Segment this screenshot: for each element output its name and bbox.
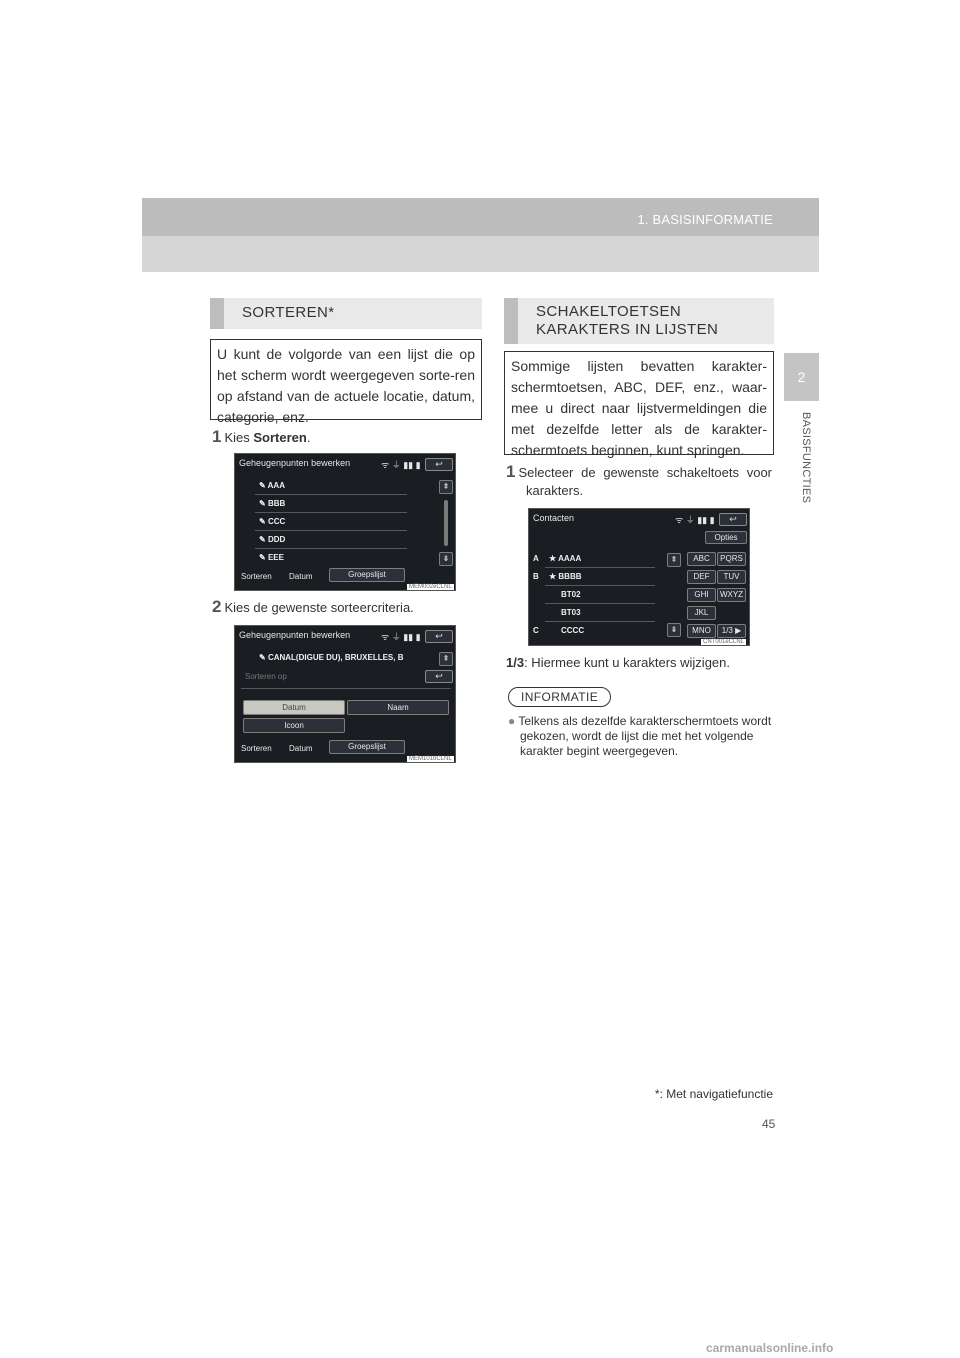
row-divider	[255, 512, 407, 513]
key-pqrs-button[interactable]: PQRS	[717, 552, 746, 566]
list-item[interactable]: ✎ BBB	[259, 499, 286, 508]
key-abc-button[interactable]: ABC	[687, 552, 716, 566]
list-item[interactable]: ✎ EEE	[259, 553, 284, 562]
naam-option[interactable]: Naam	[347, 700, 449, 715]
chapter-label: BASISFUNCTIES	[800, 412, 812, 504]
back-icon[interactable]: ↩	[425, 670, 453, 683]
row-divider	[241, 688, 451, 689]
intro-box-schakeltoetsen	[504, 351, 774, 458]
step-prefix: Kies	[224, 430, 254, 445]
list-item[interactable]: ✎ DDD	[259, 535, 286, 544]
list-item[interactable]: ✎ AAA	[259, 481, 285, 490]
note-text: : Hiermee kunt u karakters wijzigen.	[524, 655, 730, 670]
status-icons: ᯤ ⏚ ▮▮ ▮	[381, 460, 421, 470]
step-2-sort	[212, 598, 414, 617]
key-wxyz-button[interactable]: WXYZ	[717, 588, 746, 602]
list-item[interactable]: ✎ CCC	[259, 517, 286, 526]
footnote: *: Met navigatiefunctie	[654, 1087, 773, 1101]
info-label: INFORMATIE	[508, 687, 611, 707]
step-number: 1	[506, 462, 516, 481]
page-up-icon[interactable]: ⇞	[439, 480, 453, 494]
pencil-icon: ✎	[259, 535, 268, 544]
section-title: SORTEREN*	[242, 304, 335, 321]
step-text: Kies de gewenste sorteercriteria.	[224, 600, 414, 615]
note-1-3	[506, 654, 730, 672]
key-def-button[interactable]: DEF	[687, 570, 716, 584]
list-item[interactable]: BT02	[561, 590, 581, 599]
star-icon: ★	[549, 572, 559, 581]
figure-code: MEM002eCLNL	[409, 584, 452, 590]
figure-code: CNT001eCLNL	[703, 639, 745, 645]
datum-label: Datum	[289, 572, 313, 581]
pencil-icon: ✎	[259, 553, 268, 562]
row-divider	[545, 603, 655, 604]
key-mno-button[interactable]: MNO	[687, 624, 716, 638]
pencil-icon: ✎	[259, 499, 268, 508]
sorteren-button[interactable]: Sorteren	[241, 572, 272, 581]
screenshot-contacten	[528, 508, 750, 646]
intro-text: U kunt de volgorde van een lijst die op het scherm wordt weergegeven sorte-ren op afstand van de actuele locatie, datum, categorie, enz.	[217, 346, 475, 425]
step-1-sort	[212, 428, 310, 447]
bullet-icon: ●	[508, 714, 516, 728]
screen-title: Geheugenpunten bewerken	[239, 458, 351, 468]
intro-text: Sommige lijsten bevatten karakter-schermtoetsen, ABC, DEF, enz., waar-mee u direct naar lijstvermeldingen die met dezelfde letter als de karakter-schermtoets beginnen, kunt springen.	[511, 358, 767, 458]
section-title-line2: KARAKTERS IN LIJSTEN	[536, 321, 719, 338]
list-item[interactable]: ★ BBBB	[549, 572, 582, 581]
step-suffix: .	[306, 430, 311, 445]
list-item[interactable]: ★ AAAA	[549, 554, 582, 563]
pencil-icon: ✎	[259, 653, 268, 662]
step-number: 1	[212, 427, 222, 446]
section-title-line1: SCHAKELTOETSEN	[536, 303, 682, 320]
screenshot-sorteer-criteria	[234, 625, 456, 763]
page-switch-button[interactable]: 1/3 ▶	[717, 624, 746, 638]
datum-option[interactable]: Datum	[243, 700, 345, 715]
list-item[interactable]: ✎ CANAL(DIGUE DU), BRUXELLES, B	[259, 653, 404, 662]
row-divider	[545, 585, 655, 586]
header-band	[142, 236, 819, 272]
back-icon[interactable]: ↩	[719, 513, 747, 526]
sorteren-button[interactable]: Sorteren	[241, 744, 272, 753]
page-down-icon[interactable]: ⇟	[667, 623, 681, 637]
status-icons: ᯤ ⏚ ▮▮ ▮	[381, 632, 421, 642]
sort-by-label: Sorteren op	[245, 672, 287, 681]
letter-label: A	[533, 554, 539, 563]
status-icons: ᯤ ⏚ ▮▮ ▮	[675, 515, 715, 525]
key-jkl-button[interactable]: JKL	[687, 606, 716, 620]
star-icon: ★	[549, 554, 559, 563]
note-key: 1/3	[506, 655, 525, 670]
page-up-icon[interactable]: ⇞	[667, 553, 681, 567]
letter-label: B	[533, 572, 539, 581]
chapter-tab	[784, 353, 819, 401]
back-icon[interactable]: ↩	[425, 630, 453, 643]
row-divider	[255, 548, 407, 549]
intro-box-sorteren	[210, 339, 482, 425]
datum-label: Datum	[289, 744, 313, 753]
section-heading-schakeltoetsen	[504, 298, 774, 344]
info-bullet-text: Telkens als dezelfde karakterschermtoets wordt gekozen, wordt de lijst die met het volgende karakter begint weergegeven.	[518, 714, 772, 758]
pencil-icon: ✎	[259, 517, 268, 526]
row-divider	[255, 530, 407, 531]
row-divider	[545, 621, 655, 622]
info-bullet	[508, 714, 772, 759]
section-heading-sorteren	[210, 298, 482, 329]
scrollbar[interactable]	[444, 500, 448, 546]
key-tuv-button[interactable]: TUV	[717, 570, 746, 584]
watermark: carmanualsonline.info	[706, 1341, 834, 1355]
page-down-icon[interactable]: ⇟	[439, 552, 453, 566]
groepslijst-button[interactable]: Groepslijst	[329, 740, 405, 754]
key-ghi-button[interactable]: GHI	[687, 588, 716, 602]
header-bar	[142, 198, 819, 236]
list-item[interactable]: BT03	[561, 608, 581, 617]
row-divider	[545, 567, 655, 568]
screen-title: Contacten	[533, 513, 575, 523]
step-number: 2	[212, 597, 222, 616]
step-1-select	[506, 463, 772, 500]
page-up-icon[interactable]: ⇞	[439, 652, 453, 666]
pencil-icon: ✎	[259, 481, 268, 490]
opties-button[interactable]: Opties	[705, 531, 747, 544]
step-key: Sorteren	[253, 430, 307, 445]
screenshot-geheugenpunten-list	[234, 453, 456, 591]
figure-code: MEM101bCLNL	[409, 756, 452, 762]
page-number: 45	[762, 1117, 776, 1131]
icoon-option[interactable]: Icoon	[243, 718, 345, 733]
chapter-number: 2	[797, 369, 806, 385]
back-icon[interactable]: ↩	[425, 458, 453, 471]
groepslijst-button[interactable]: Groepslijst	[329, 568, 405, 582]
step-text: Selecteer de gewenste schakeltoets voor karakters.	[518, 465, 772, 498]
letter-label: C	[533, 626, 539, 635]
chapter-heading: 1. BASISINFORMATIE	[637, 212, 773, 227]
screen-title: Geheugenpunten bewerken	[239, 630, 351, 640]
row-divider	[255, 494, 407, 495]
list-item[interactable]: CCCC	[561, 626, 585, 635]
